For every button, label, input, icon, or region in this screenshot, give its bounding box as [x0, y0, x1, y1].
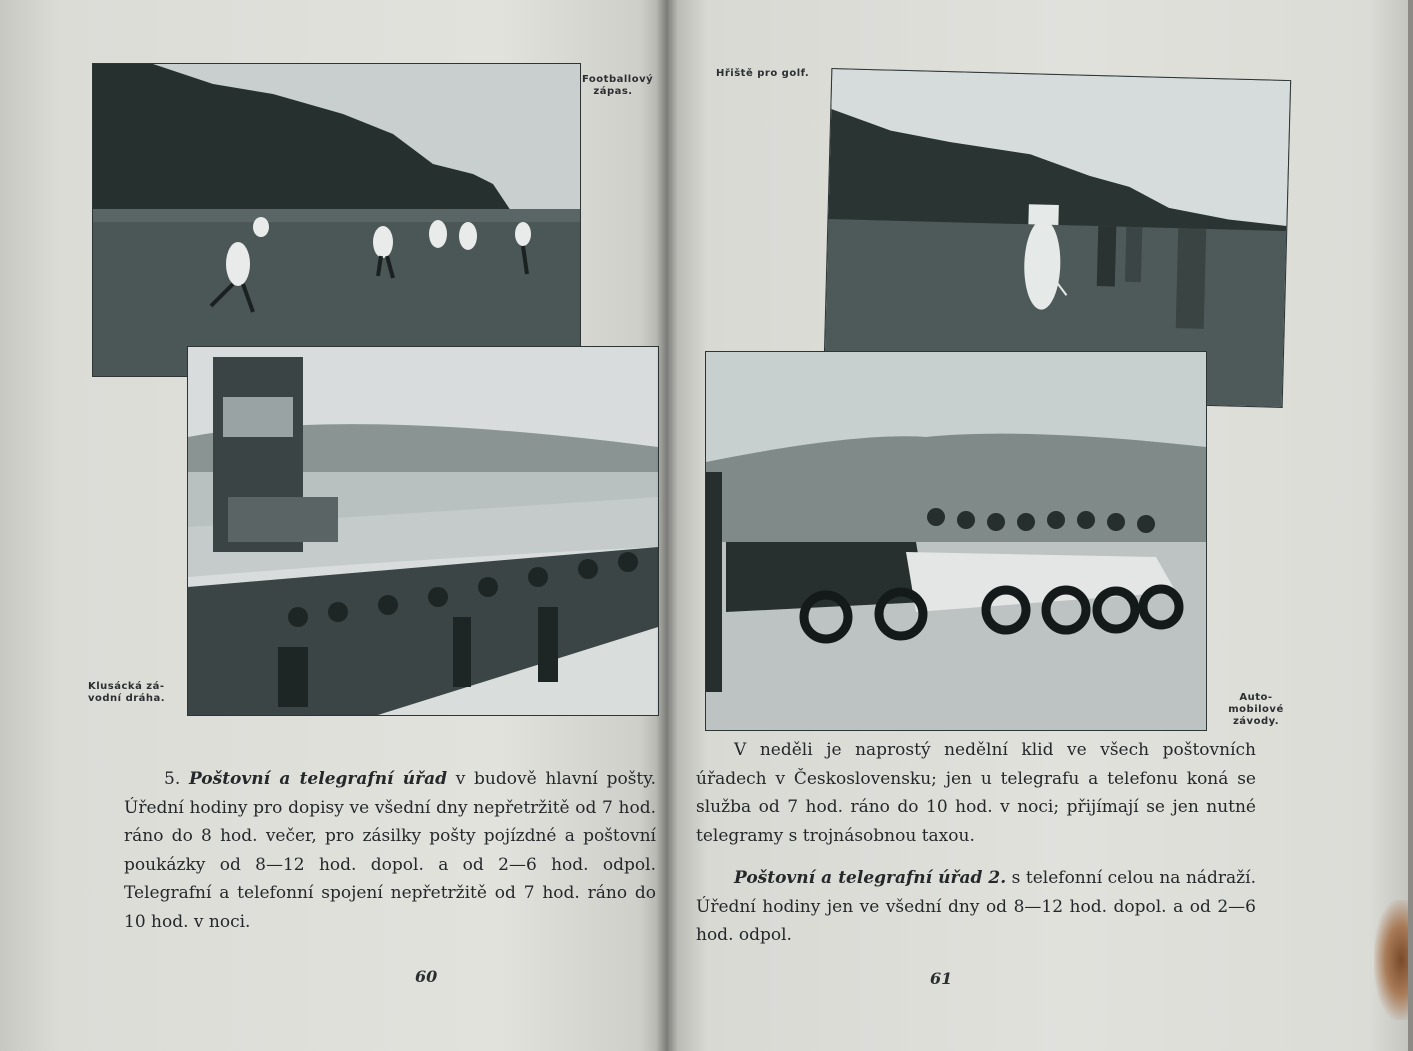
racetrack-caption: Klusácká zá- vodní dráha. — [88, 681, 166, 704]
racetrack-photo — [188, 347, 658, 715]
page-number-61: 61 — [930, 969, 953, 988]
post-office-paragraph — [124, 765, 656, 936]
station-post-office-heading: Poštovní a telegrafní úřad 2. — [734, 868, 1007, 888]
sunday-text: V neděli je naprostý nedělní klid ve všech poštovních úřadech v Československu; jen u telegrafu a telefonu koná se služba od 7 hod. ráno do 10 hod. v noci; přijímají se jen nutné telegramy s trojnásobnou taxou. — [696, 740, 1256, 846]
golf-caption: Hřiště pro golf. — [716, 68, 810, 79]
automobile-race-photo — [706, 352, 1206, 730]
right-page — [668, 0, 1408, 1051]
football-caption: Footballový zápas. — [582, 74, 654, 97]
post-office-text: v budově hlavní pošty. Úřední hodiny pro dopisy ve všední dny nepřetržitě od 7 hod. ráno do 8 hod. večer, pro zásilky pošty pojízdné a poštovní poukázky od 8—12 hod. dopol. a od 2—6 hod. odpol. Telegrafní a telefonní spojení nepřetržitě od 7 hod. ráno do 10 hod. v noci. — [124, 769, 657, 932]
book-gutter — [656, 0, 678, 1051]
section-number: 5. — [164, 769, 181, 789]
page-number-60: 60 — [415, 967, 438, 986]
post-office-heading: Poštovní a telegrafní úřad — [188, 769, 447, 789]
page-stain — [1374, 900, 1408, 1020]
station-post-office-paragraph — [696, 864, 1256, 950]
football-match-photo — [93, 64, 580, 376]
left-page — [0, 0, 668, 1051]
auto-race-caption: Auto- mobilové závody. — [1228, 692, 1284, 727]
sunday-paragraph — [696, 736, 1256, 850]
station-post-office-text: s telefonní celou na nádraží. Úřední hodiny jen ve všední dny od 8—12 hod. dopol. a od 2—6 hod. odpol. — [696, 868, 1256, 945]
